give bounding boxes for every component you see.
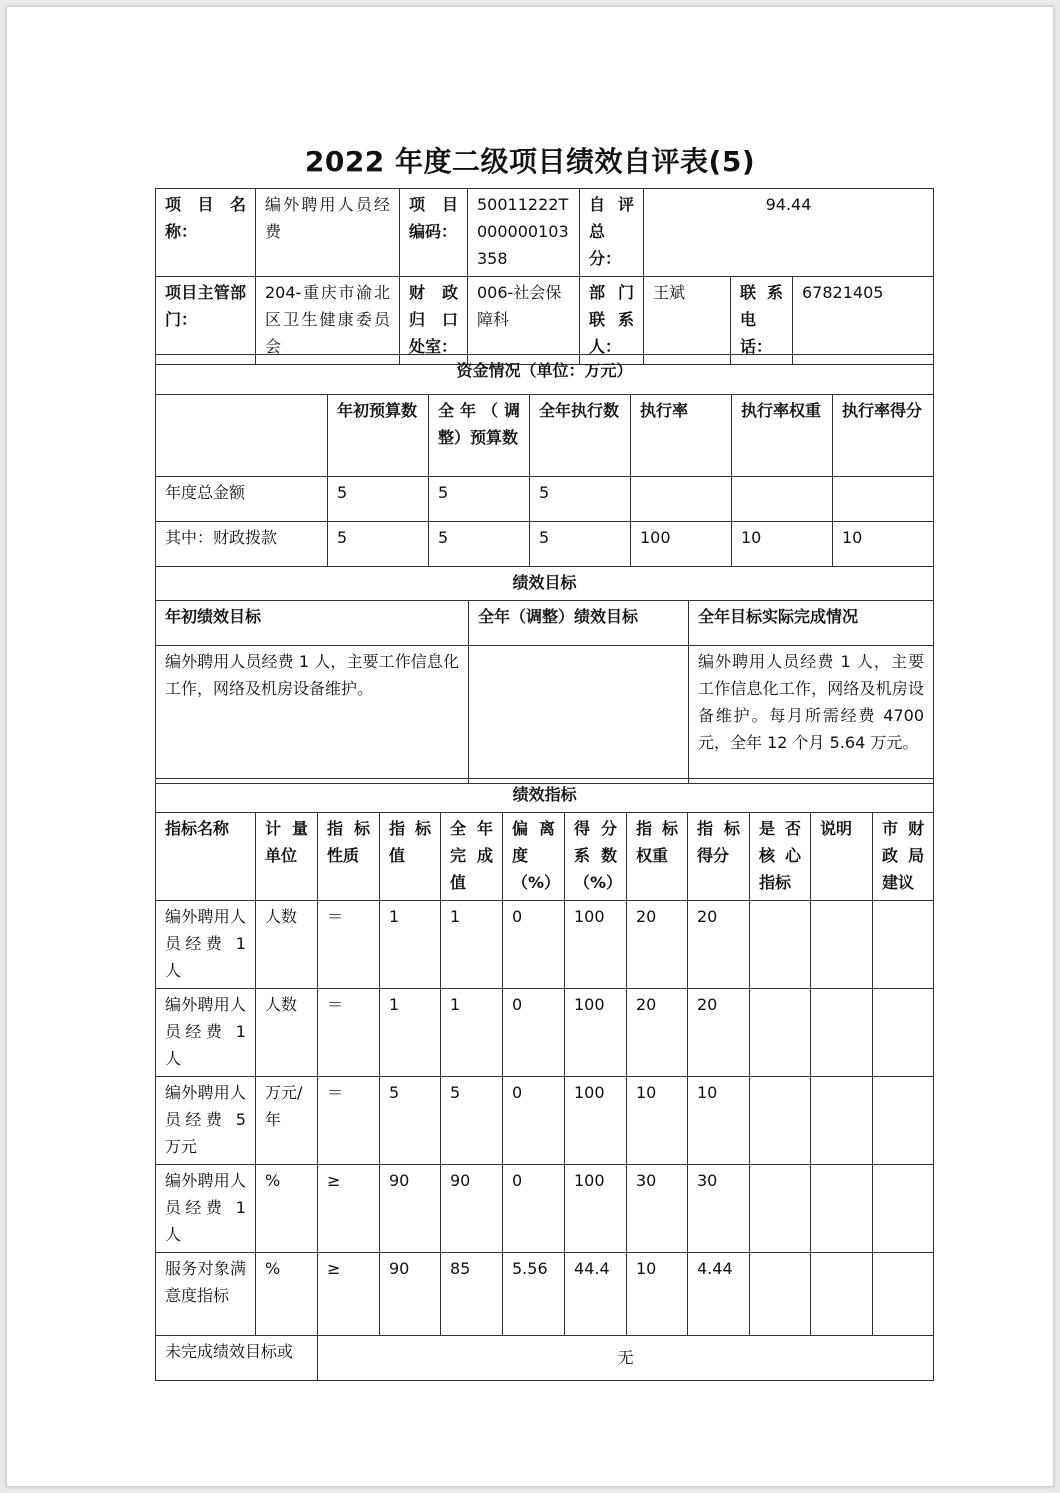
project-info-table: [155, 188, 934, 365]
goals-header: 全年目标实际完成情况: [689, 601, 934, 646]
indicator-cell: 1: [380, 901, 441, 989]
indicator-cell: 5: [380, 1077, 441, 1165]
table-row: [156, 522, 934, 567]
table-row: [156, 1165, 934, 1253]
score-label: 自 评 总 分：: [580, 189, 644, 277]
indicator-cell: 90: [380, 1253, 441, 1336]
indicator-header: 市财政局建议: [873, 813, 934, 901]
indicator-cell: 90: [380, 1165, 441, 1253]
indicator-header: 偏离度（%）: [503, 813, 565, 901]
unfinished-goal-label: 未完成绩效目标或: [156, 1336, 318, 1381]
indicator-cell: 10: [627, 1253, 688, 1336]
indicator-cell: [811, 1165, 873, 1253]
funds-cell: [833, 477, 934, 522]
phone: 67821405: [793, 277, 934, 365]
indicator-cell: [750, 901, 811, 989]
indicator-cell: [873, 1253, 934, 1336]
indicator-cell: 编外聘用人员经费 1 人: [156, 901, 256, 989]
funds-header: 执行率权重: [732, 395, 833, 477]
indicator-cell: 人数: [256, 989, 318, 1077]
project-name: 编外聘用人员经费: [256, 189, 400, 277]
indicator-cell: 服务对象满意度指标: [156, 1253, 256, 1336]
indicator-cell: 0: [503, 989, 565, 1077]
phone-label: 联 系 电 话：: [731, 277, 793, 365]
indicator-cell: [750, 1165, 811, 1253]
finance: 006-社会保障科: [468, 277, 580, 365]
indicator-cell: [750, 1253, 811, 1336]
indicator-cell: 20: [627, 901, 688, 989]
indicator-cell: 30: [688, 1165, 750, 1253]
indicator-cell: [750, 989, 811, 1077]
initial-goal: 编外聘用人员经费 1 人，主要工作信息化工作，网络及机房设备维护。: [156, 646, 469, 784]
indicator-cell: 0: [503, 1077, 565, 1165]
indicator-cell: 30: [627, 1165, 688, 1253]
funds-header: 全年（调整）预算数: [429, 395, 530, 477]
contact: 王斌: [644, 277, 731, 365]
indicator-cell: 10: [688, 1077, 750, 1165]
table-row: [156, 989, 934, 1077]
indicator-cell: 5.56: [503, 1253, 565, 1336]
project-code-label: 项 目 编码：: [400, 189, 468, 277]
indicators-table: [155, 778, 934, 1381]
finance-label: 财 政 归 口 处室：: [400, 277, 468, 365]
table-row: [156, 1077, 934, 1165]
indicators-section-title: 绩效指标: [156, 779, 934, 813]
indicator-cell: 44.4: [565, 1253, 627, 1336]
funds-cell: 10: [732, 522, 833, 567]
indicator-cell: 1: [380, 989, 441, 1077]
page-title: 2022 年度二级项目绩效自评表(5): [304, 145, 756, 178]
goals-header: 全年（调整）绩效目标: [469, 601, 689, 646]
indicator-header: 全年完成值: [441, 813, 503, 901]
indicator-cell: [811, 1253, 873, 1336]
indicator-cell: %: [256, 1253, 318, 1336]
funds-header: [156, 395, 328, 477]
funds-cell: 5: [328, 477, 429, 522]
indicator-cell: 编外聘用人员经费 5 万元: [156, 1077, 256, 1165]
dept-label: 项目主管部门：: [156, 277, 256, 365]
dept: 204-重庆市渝北区卫生健康委员会: [256, 277, 400, 365]
funds-cell: [732, 477, 833, 522]
indicator-cell: 85: [441, 1253, 503, 1336]
indicator-cell: 编外聘用人员经费 1 人: [156, 989, 256, 1077]
table-row: [156, 1253, 934, 1336]
indicator-cell: [873, 989, 934, 1077]
table-row: [156, 477, 934, 522]
indicator-header: 指标权重: [627, 813, 688, 901]
indicator-cell: 100: [565, 989, 627, 1077]
contact-label: 部 门 联 系 人：: [580, 277, 644, 365]
adjusted-goal: [469, 646, 689, 784]
funds-header: 全年执行数: [530, 395, 631, 477]
indicator-cell: 20: [688, 989, 750, 1077]
indicator-cell: [873, 1077, 934, 1165]
indicator-cell: [873, 1165, 934, 1253]
funds-table: [155, 354, 934, 567]
goals-table: [155, 566, 934, 784]
actual-completion: 编外聘用人员经费 1 人，主要工作信息化工作，网络及机房设备维护。每月所需经费 4700 元，全年 12 个月 5.64 万元。: [689, 646, 934, 784]
indicator-cell: 万元/年: [256, 1077, 318, 1165]
self-score: 94.44: [644, 189, 934, 277]
indicator-cell: [750, 1077, 811, 1165]
project-code: 50011222T000000103358: [468, 189, 580, 277]
funds-cell: [631, 477, 732, 522]
indicator-header: 得分系数（%）: [565, 813, 627, 901]
funds-section-title: 资金情况（单位：万元）: [156, 355, 934, 395]
indicator-header: 指标值: [380, 813, 441, 901]
funds-cell: 5: [530, 477, 631, 522]
unfinished-goal-value: 无: [318, 1336, 934, 1381]
goals-section-title: 绩效目标: [156, 567, 934, 601]
indicator-cell: %: [256, 1165, 318, 1253]
indicator-cell: 1: [441, 901, 503, 989]
funds-cell: 5: [530, 522, 631, 567]
indicator-cell: 5: [441, 1077, 503, 1165]
indicator-cell: 1: [441, 989, 503, 1077]
funds-cell: 100: [631, 522, 732, 567]
indicator-cell: ＝: [318, 1077, 380, 1165]
indicator-header: 计量单位: [256, 813, 318, 901]
funds-header: 年初预算数: [328, 395, 429, 477]
indicator-cell: 20: [627, 989, 688, 1077]
funds-cell: 10: [833, 522, 934, 567]
indicator-cell: 100: [565, 1077, 627, 1165]
indicator-header: 是否核心指标: [750, 813, 811, 901]
indicator-cell: [811, 901, 873, 989]
funds-cell: 5: [429, 477, 530, 522]
indicator-cell: 100: [565, 901, 627, 989]
indicator-cell: 90: [441, 1165, 503, 1253]
indicator-cell: 10: [627, 1077, 688, 1165]
funds-cell: 5: [328, 522, 429, 567]
indicator-header: 说明: [811, 813, 873, 901]
indicator-header: 指标名称: [156, 813, 256, 901]
indicator-cell: [811, 1077, 873, 1165]
indicator-cell: ≥: [318, 1253, 380, 1336]
project-name-label: 项 目 名称：: [156, 189, 256, 277]
indicator-cell: ＝: [318, 989, 380, 1077]
indicator-cell: 20: [688, 901, 750, 989]
funds-cell: 年度总金额: [156, 477, 328, 522]
table-row: [156, 1336, 934, 1381]
funds-cell: 其中：财政拨款: [156, 522, 328, 567]
indicator-header: 指标性质: [318, 813, 380, 901]
indicator-cell: 0: [503, 901, 565, 989]
indicator-cell: ≥: [318, 1165, 380, 1253]
indicator-cell: 人数: [256, 901, 318, 989]
indicator-header: 指标得分: [688, 813, 750, 901]
funds-header: 执行率得分: [833, 395, 934, 477]
table-row: [156, 901, 934, 989]
indicator-cell: 100: [565, 1165, 627, 1253]
indicator-cell: [811, 989, 873, 1077]
funds-cell: 5: [429, 522, 530, 567]
indicator-cell: 0: [503, 1165, 565, 1253]
indicator-cell: ＝: [318, 901, 380, 989]
goals-header: 年初绩效目标: [156, 601, 469, 646]
indicator-cell: 编外聘用人员经费 1 人: [156, 1165, 256, 1253]
indicator-cell: [873, 901, 934, 989]
funds-header: 执行率: [631, 395, 732, 477]
indicator-cell: 4.44: [688, 1253, 750, 1336]
